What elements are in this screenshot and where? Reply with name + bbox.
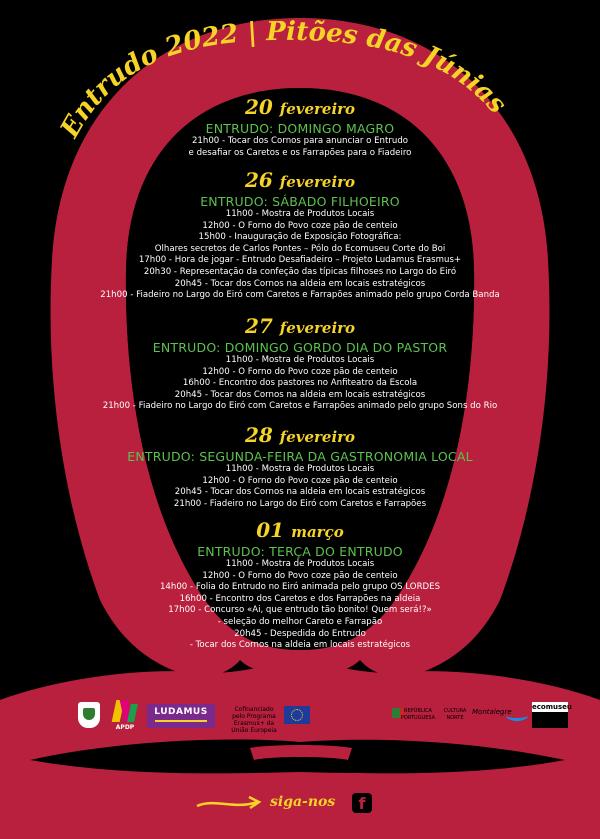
facebook-icon[interactable]: f: [352, 793, 372, 813]
cofinanciado-text: Cofinanciado pelo Programa Erasmus+ da União Europeia: [231, 706, 277, 734]
day-section: [0, 423, 600, 510]
schedule-item: 20h30 - Representação da confeção das típicas filhoses no Largo do Eiró: [143, 266, 457, 277]
schedule-item: 11h00 - Mostra de Produtos Locais: [225, 209, 375, 219]
schedule-item: 17h00 - Concurso «Ai, que entrudo tão bonito! Quem será!?»: [168, 605, 432, 616]
republica-text: REPÚBLICA PORTUGUESA: [400, 708, 436, 721]
schedule-item: - seleção do melhor Careto e Farrapão: [217, 616, 383, 627]
day-section: [0, 518, 600, 652]
schedule-item: 21h00 - Fiadeiro no Largo do Eiró com Caretos e Farrapões animado pelo grupo Corda Banda: [100, 290, 500, 301]
ecomuseu-logo: ecomuseu: [532, 702, 568, 728]
eu-flag-icon: [284, 706, 310, 724]
schedule-item: 21h00 - Fiadeiro no Largo do Eiró com Caretos e Farrapões animado pelo grupo Sons do Rio: [102, 401, 498, 412]
schedule-item: 12h00 - O Forno do Povo coze pão de centeio: [202, 366, 398, 377]
day-heading: ENTRUDO: DOMINGO GORDO DIA DO PASTOR: [152, 340, 448, 355]
day-date: 26 fevereiro: [244, 168, 356, 192]
schedule-item: 16h00 - Encontro dos pastores no Anfiteatro da Escola: [182, 378, 418, 389]
schedule-item: 20h45 - Tocar dos Cornos na aldeia em locais estratégicos: [174, 389, 426, 400]
schedule-item: 11h00 - Mostra de Produtos Locais: [225, 464, 375, 474]
ludamus-logo: LUDAMUS: [147, 704, 215, 728]
day-heading: ENTRUDO: TERÇA DO ENTRUDO: [197, 544, 403, 559]
schedule-item: 20h45 - Tocar dos Cornos na aldeia em locais estratégicos: [174, 278, 426, 289]
day-date: 01 março: [256, 518, 344, 542]
day-heading: ENTRUDO: SÁBADO FILHOEIRO: [200, 194, 400, 209]
day-section: [0, 314, 600, 413]
schedule-item: 20h45 - Despedida do Entrudo: [234, 628, 366, 639]
poster-title: Entrudo 2022 | Pitões das Júnias: [54, 16, 513, 143]
montalegre-wave-icon: [506, 710, 528, 721]
schedule-item: 12h00 - O Forno do Povo coze pão de centeio: [202, 475, 398, 486]
schedule-item: 12h00 - O Forno do Povo coze pão de centeio: [202, 220, 398, 231]
sponsor-logos: [0, 698, 600, 738]
schedule-item: 14h00 - Folia do Entrudo no Eiró animada pelo grupo OS LORDES: [159, 582, 441, 593]
schedule-item: 16h00 - Encontro dos Caretos e dos Farrapões na aldeia: [179, 593, 421, 604]
arrow-icon: [195, 792, 265, 814]
day-section: [0, 168, 600, 302]
schedule-item: Olhares secretos de Carlos Pontes – Pólo do Ecomuseu Corte do Boi: [154, 243, 446, 254]
schedule-item: - Tocar dos Cornos na aldeia em locais estratégicos: [189, 640, 411, 651]
schedule-item: 11h00 - Mostra de Produtos Locais: [225, 559, 375, 569]
follow-us-label[interactable]: siga-nos: [270, 794, 336, 810]
schedule-item: 11h00 - Mostra de Produtos Locais: [225, 355, 375, 365]
schedule-item: 21h00 - Fiadeiro no Largo do Eiró com Caretos e Farrapões: [173, 498, 427, 509]
schedule-item: 21h00 - Tocar dos Cornos para anunciar o Entrudo: [191, 136, 409, 146]
day-date: 28 fevereiro: [244, 423, 356, 447]
day-date: 20 fevereiro: [244, 95, 356, 119]
schedule-item: 17h00 - Hora de jogar - Entrudo Desafiadeiro – Projeto Ludamus Erasmus+: [138, 255, 462, 266]
cultura-norte-text: CULTURA NORTE: [443, 708, 467, 721]
schedule-item: e desafiar os Caretos e os Farrapões para o Fiadeiro: [188, 147, 412, 158]
coat-of-arms-icon: [78, 702, 100, 728]
schedule-item: 12h00 - O Forno do Povo coze pão de centeio: [202, 570, 398, 581]
schedule-item: 20h45 - Tocar dos Cornos na aldeia em locais estratégicos: [174, 487, 426, 498]
day-section: [0, 95, 600, 159]
day-date: 27 fevereiro: [244, 314, 356, 338]
day-heading: ENTRUDO: DOMINGO MAGRO: [205, 121, 395, 136]
schedule-item: 15h00 - Inauguração de Exposição Fotográfica:: [198, 232, 402, 243]
apdp-logo: APDP: [112, 700, 138, 734]
day-heading: ENTRUDO: SEGUNDA-FEIRA DA GASTRONOMIA LOCAL: [127, 449, 473, 464]
montalegre-text: Montalegre: [472, 708, 512, 716]
